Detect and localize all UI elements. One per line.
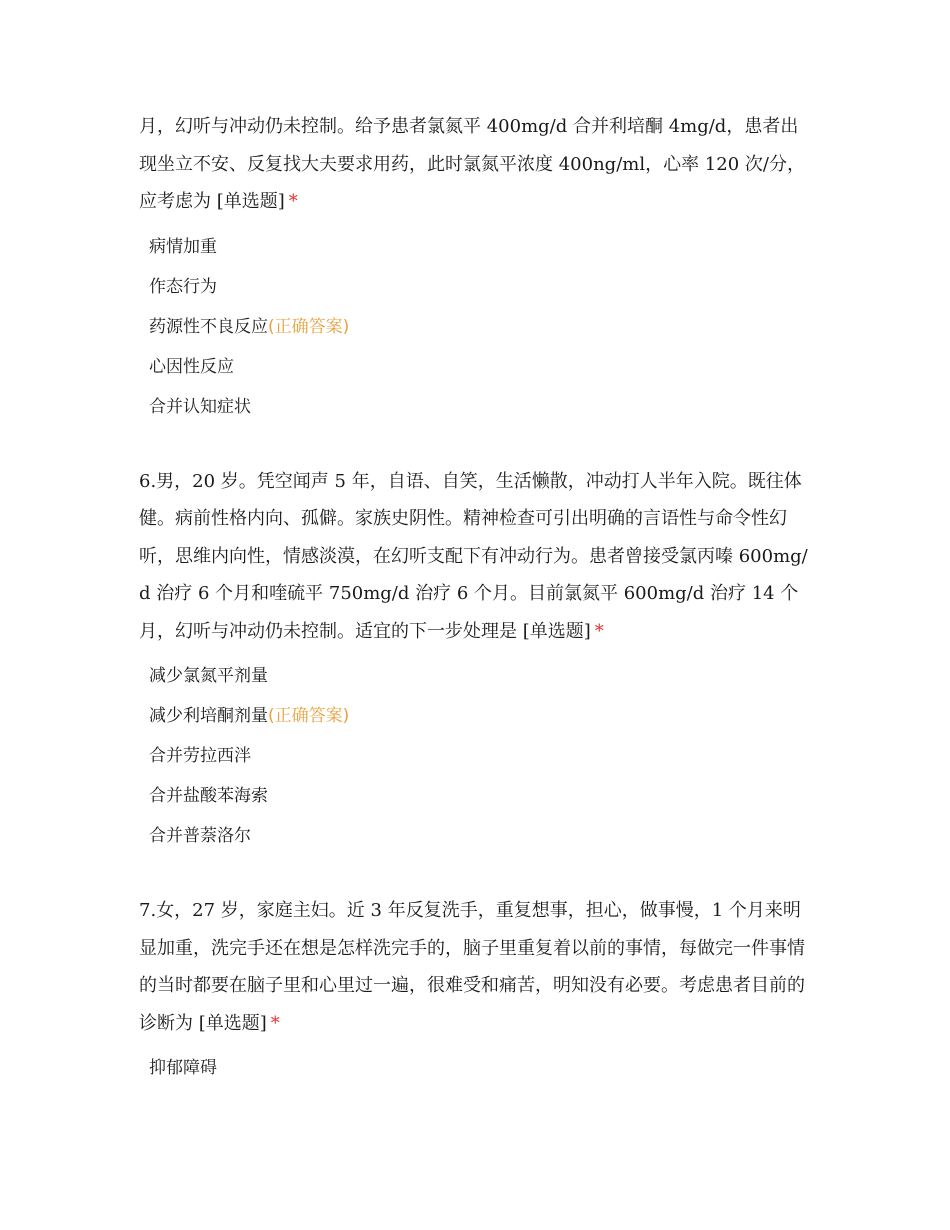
- option-item[interactable]: [139, 387, 814, 427]
- option-item[interactable]: [139, 227, 814, 267]
- question-spacer: [139, 856, 814, 892]
- option-item[interactable]: [139, 1048, 814, 1088]
- question-6-block: [139, 463, 814, 857]
- option-label: 病情加重: [149, 236, 217, 257]
- correct-answer-tag: (正确答案): [268, 316, 350, 337]
- option-item[interactable]: [139, 696, 814, 736]
- required-marker: *: [288, 191, 298, 212]
- option-item[interactable]: [139, 776, 814, 816]
- option-list: [139, 656, 814, 856]
- option-label: 合并劳拉西泮: [149, 746, 251, 766]
- option-label: 作态行为: [149, 276, 217, 297]
- question-7-block: [139, 892, 814, 1088]
- question-text: 6.男，20 岁。凭空闻声 5 年，自语、自笑，生活懒散，冲动打人半年入院。既往体健。病前性格内向、孤僻。家族史阴性。精神检查可引出明确的言语性与命令性幻听，思维内向性，情感淡漠，在幻听支配下有冲动行为。患者曾接受氯丙嗪 600mg/d 治疗 6 个月和喹硫平 750mg/d 治疗 6 个月。目前氯氮平 600mg/d 治疗 14 个月，幻听与冲动仍未控制。适宜的下一步处理是 [单选题]: [139, 470, 808, 642]
- question-text: 月，幻听与冲动仍未控制。给予患者氯氮平 400mg/d 合并利培酮 4mg/d，患者出现坐立不安、反复找大夫要求用药，此时氯氮平浓度 400ng/ml，心率 120 次/分，应考虑为 [单选题]: [139, 116, 805, 212]
- option-label: 药源性不良反应: [149, 316, 268, 337]
- question-text: 7.女，27 岁，家庭主妇。近 3 年反复洗手，重复想事，担心，做事慢，1 个月来明显加重，洗完手还在想是怎样洗完手的，脑子里重复着以前的事情，每做完一件事情的当时都要在脑子里和心里过一遍，很难受和痛苦，明知没有必要。考虑患者目前的诊断为 [单选题]: [139, 900, 805, 1034]
- option-item[interactable]: [139, 347, 814, 387]
- required-marker: *: [270, 1012, 280, 1034]
- option-label: 抑郁障碍: [149, 1058, 217, 1078]
- option-label: 合并普萘洛尔: [149, 826, 251, 846]
- question-5-block: [139, 108, 814, 427]
- option-item[interactable]: [139, 736, 814, 776]
- question-stem: [139, 463, 814, 651]
- option-item[interactable]: [139, 656, 814, 696]
- exam-document: [139, 108, 814, 1088]
- question-spacer: [139, 427, 814, 463]
- option-label: 合并盐酸苯海索: [149, 786, 268, 806]
- option-label: 减少利培酮剂量: [149, 706, 268, 726]
- required-marker: *: [594, 620, 604, 642]
- question-stem: [139, 892, 814, 1042]
- option-item[interactable]: [139, 267, 814, 307]
- option-list: [139, 227, 814, 427]
- option-label: 心因性反应: [149, 356, 234, 377]
- option-label: 减少氯氮平剂量: [149, 666, 268, 686]
- option-list: [139, 1048, 814, 1088]
- correct-answer-tag: (正确答案): [268, 706, 350, 726]
- option-item[interactable]: [139, 307, 814, 347]
- question-stem: [139, 108, 814, 221]
- option-item[interactable]: [139, 816, 814, 856]
- option-label: 合并认知症状: [149, 396, 251, 417]
